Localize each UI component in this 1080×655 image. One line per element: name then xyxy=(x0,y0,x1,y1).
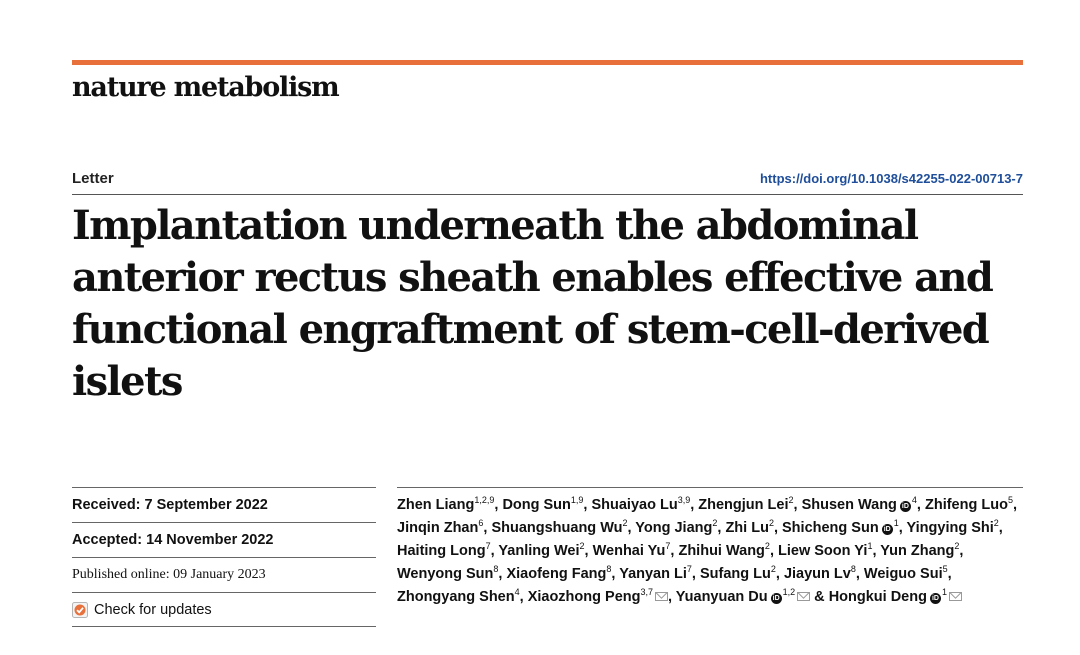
author-name: Yong Jiang xyxy=(635,520,713,536)
author-item[interactable] xyxy=(829,589,962,605)
author-item[interactable] xyxy=(619,566,692,582)
author-affiliation: 2 xyxy=(622,518,628,529)
author-affiliation: 8 xyxy=(850,564,856,575)
author-name: Hongkui Deng xyxy=(828,589,927,605)
author-name: Dong Sun xyxy=(502,497,571,513)
author-affiliation: 3,9 xyxy=(677,495,691,506)
author-affiliation: 2 xyxy=(770,564,776,575)
author-affiliation: 1,9 xyxy=(570,495,584,506)
author-name: Wenhai Yu xyxy=(592,543,666,559)
author-item[interactable] xyxy=(397,589,520,605)
header-divider xyxy=(72,194,1023,195)
author-name: Yun Zhang xyxy=(880,543,955,559)
author-name: Sufang Lu xyxy=(699,566,771,582)
author-name: Shicheng Sun xyxy=(782,520,879,536)
author-item[interactable] xyxy=(678,543,769,559)
author-affiliation: 2 xyxy=(993,518,999,529)
check-for-updates-button[interactable] xyxy=(72,602,212,618)
author-item[interactable] xyxy=(698,497,793,513)
author-name: Shuaiyao Lu xyxy=(591,497,678,513)
author-name: Shusen Wang xyxy=(801,497,897,513)
orcid-icon[interactable]: iD xyxy=(931,595,939,602)
author-item[interactable] xyxy=(725,520,774,536)
author-item[interactable] xyxy=(925,497,1013,513)
author-affiliation: 6 xyxy=(478,518,484,529)
published-value: 09 January 2023 xyxy=(173,567,266,582)
author-name: Shuangshuang Wu xyxy=(491,520,623,536)
author-item[interactable] xyxy=(593,543,671,559)
author-item[interactable] xyxy=(635,520,717,536)
author-affiliation: 1 xyxy=(893,518,899,529)
author-name: Jinqin Zhan xyxy=(397,520,479,536)
author-item[interactable] xyxy=(397,497,494,513)
author-item[interactable] xyxy=(864,566,948,582)
author-name: Liew Soon Yi xyxy=(778,543,868,559)
check-updates-row xyxy=(72,592,376,627)
author-affiliation: 1,2,9 xyxy=(474,495,495,506)
doi-link[interactable]: https://doi.org/10.1038/s42255-022-00713-7 xyxy=(759,171,1023,186)
author-affiliation: 2 xyxy=(764,541,770,552)
authors-divider xyxy=(397,487,1023,488)
author-item[interactable] xyxy=(907,520,999,536)
accepted-value: 14 November 2022 xyxy=(146,532,274,548)
orcid-icon[interactable]: iD xyxy=(883,526,891,533)
author-name: Yanyan Li xyxy=(619,566,687,582)
author-item[interactable] xyxy=(802,497,917,513)
author-name: Yingying Shi xyxy=(906,520,994,536)
author-affiliation: 7 xyxy=(485,541,491,552)
author-affiliation: 1,2 xyxy=(782,587,796,598)
author-name: Zhifeng Luo xyxy=(924,497,1008,513)
author-item[interactable] xyxy=(591,497,690,513)
author-name: Yanling Wei xyxy=(498,543,580,559)
author-list: Zhen Liang$^{1,2,9}$, Dong Sun$^{1,9}$, Shuaiyao Lu$^{3,9}$, Zhengjun Lei$^2$, Shusen Wang $iD^4$, Zhifeng Luo$^5$, Jinqin Zhan$^6$, Shuangshuang Wu$^2$, Yong Jiang$^2$, Zhi Lu$^2$, Shicheng Sun $iD^1$, Yingying Shi$^2$, Haiting Long$^7$, Yanling Wei$^2$, Wenhai Yu$^7$, Zhihui Wang$^2$, Liew Soon Yi$^1$, Yun Zhang$^2$, Wenyong Sun$^8$, Xiaofeng Fang$^8$, Yanyan Li$^7$, Sufang Lu$^2$, Jiayun Lv$^8$, Weiguo Sui$^5$, Zhongyang Shen$^4$, Xiaozhong Peng$^{3,7}$ , Yuanyuan Du iD$^{1,2}$ & Hongkui Deng $iD^1$ xyxy=(397,495,1017,605)
author-affiliation: 4 xyxy=(911,495,917,506)
author-item[interactable] xyxy=(397,543,491,559)
author-name: Zhengjun Lei xyxy=(698,497,789,513)
author-item[interactable] xyxy=(498,543,584,559)
author-affiliation: 1 xyxy=(867,541,873,552)
check-for-updates-icon xyxy=(72,602,88,618)
article-type: Letter xyxy=(72,170,114,187)
published-date xyxy=(72,557,376,592)
author-name: Wenyong Sun xyxy=(397,566,494,582)
author-name: Jiayun Lv xyxy=(783,566,851,582)
author-name: Zhihui Wang xyxy=(678,543,765,559)
envelope-icon[interactable] xyxy=(655,592,668,601)
author-item[interactable] xyxy=(782,520,899,536)
journal-accent-rule xyxy=(72,60,1023,65)
author-name: Weiguo Sui xyxy=(863,566,943,582)
check-for-updates-label: Check for updates xyxy=(94,601,212,618)
author-name: Zhongyang Shen xyxy=(397,589,515,605)
author-item[interactable] xyxy=(778,543,872,559)
author-item[interactable] xyxy=(880,543,959,559)
author-affiliation: 5 xyxy=(1007,495,1013,506)
author-affiliation: 1 xyxy=(941,587,947,598)
envelope-icon[interactable] xyxy=(797,592,810,601)
author-item[interactable] xyxy=(700,566,776,582)
orcid-icon[interactable]: iD xyxy=(772,595,780,602)
received-label: Received: xyxy=(72,497,141,513)
author-item[interactable] xyxy=(528,589,668,605)
author-item[interactable] xyxy=(397,520,483,536)
publication-history xyxy=(72,487,376,627)
author-affiliation: 3,7 xyxy=(640,587,653,598)
accepted-date xyxy=(72,522,376,557)
author-item[interactable] xyxy=(397,566,498,582)
author-item[interactable] xyxy=(502,497,583,513)
orcid-icon[interactable]: iD xyxy=(901,503,909,510)
author-affiliation: 2 xyxy=(712,518,718,529)
author-name: Yuanyuan Du xyxy=(675,589,768,605)
author-affiliation: 7 xyxy=(665,541,671,552)
article-title: Implantation underneath the abdominal anterior rectus sheath enables effective and functional engraftment of stem-cell-derived islets xyxy=(72,202,993,405)
author-affiliation: 2 xyxy=(954,541,960,552)
published-label: Published online: xyxy=(72,567,170,582)
author-affiliation: 7 xyxy=(686,564,692,575)
author-item[interactable] xyxy=(676,589,810,605)
accepted-label: Accepted: xyxy=(72,532,143,548)
author-affiliation: 2 xyxy=(579,541,585,552)
author-name: Zhen Liang xyxy=(397,497,475,513)
author-name: Xiaozhong Peng xyxy=(527,589,641,605)
received-date xyxy=(72,487,376,522)
author-name: Haiting Long xyxy=(397,543,486,559)
author-item[interactable] xyxy=(506,566,611,582)
author-affiliation: 2 xyxy=(768,518,774,529)
author-name: Xiaofeng Fang xyxy=(506,566,607,582)
author-affiliation: 2 xyxy=(788,495,794,506)
author-item[interactable] xyxy=(784,566,856,582)
author-affiliation: 5 xyxy=(942,564,948,575)
author-affiliation: 8 xyxy=(493,564,499,575)
journal-name[interactable]: nature metabolism xyxy=(72,72,339,103)
envelope-icon[interactable] xyxy=(949,592,962,601)
received-value: 7 September 2022 xyxy=(144,497,268,513)
author-affiliation: 4 xyxy=(514,587,520,598)
author-name: Zhi Lu xyxy=(725,520,769,536)
author-affiliation: 8 xyxy=(606,564,612,575)
author-item[interactable] xyxy=(491,520,627,536)
